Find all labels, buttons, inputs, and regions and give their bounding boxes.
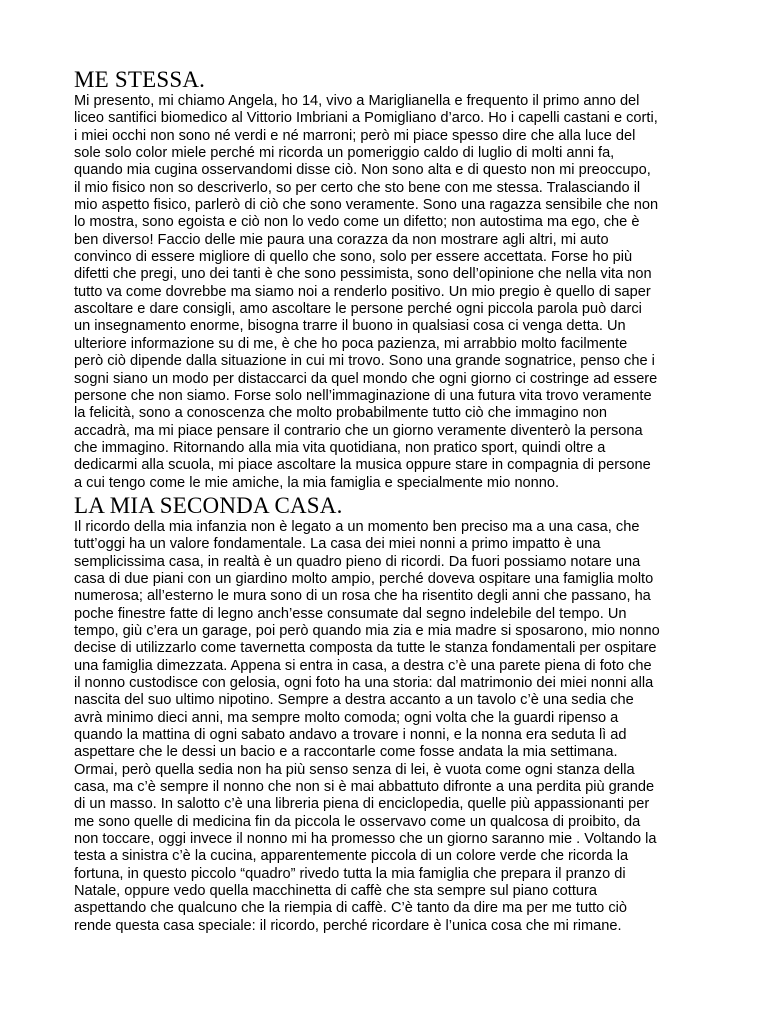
text-line: un insegnamento enorme, bisogna trarre il buono in qualsiasi cosa ci venga detta. Un bbox=[74, 318, 626, 335]
text-line: Natale, oppure vedo quella macchinetta di caffè che sta sempre sul piano cottura bbox=[74, 883, 597, 900]
text-line: ulteriore informazione su di me, è che ho poca pazienza, mi arrabbio molto facilmente bbox=[74, 335, 628, 352]
text-line: tempo, giù c’era un garage, poi però quando mia zia e mia madre si sposarono, mio nonno bbox=[74, 622, 660, 639]
text-line: quando la mattina di ogni sabato andavo a trovare i nonni, e la nonna era seduta lì ad bbox=[74, 727, 627, 744]
text-line: persone che non siamo. Forse solo nell’immaginazione di una futura vita trovo veramente bbox=[74, 387, 652, 404]
text-line: accadrà, ma mi piace pensare il contrario che un giorno veramente diventerò la persona bbox=[74, 422, 643, 439]
section-body-la-mia-seconda-casa bbox=[74, 519, 704, 935]
text-line: i miei occhi non sono né verdi e né marroni; però mi piace spesso dire che alla luce del bbox=[74, 127, 636, 144]
text-line: il nonno custodisce con gelosia, ogni foto ha una storia: dal matrimonio dei miei nonni alla bbox=[74, 675, 654, 691]
section-heading-la-mia-seconda-casa: LA MIA SECONDA CASA. bbox=[74, 492, 343, 518]
text-line: me sono quelle di medicina fin da piccola le osservavo come un qualcosa di proibito, da bbox=[74, 813, 641, 830]
text-line: sogni siano un modo per distaccarci da quel mondo che ogni giorno ci costringe ad essere bbox=[74, 370, 658, 387]
text-line: dedicarmi alla scuola, mi piace ascoltare la musica oppure stare in compagnia di persone bbox=[74, 457, 651, 474]
text-line: Il ricordo della mia infanzia non è legato a un momento ben preciso ma a una casa, che bbox=[74, 518, 640, 535]
text-line: di un masso. In salotto c’è una libreria piena di enciclopedia, quelle più appassionanti per bbox=[74, 796, 650, 813]
text-line: nascita del suo ultimo nipotino. Sempre a destra accanto a un tavolo c’è una sedia che bbox=[74, 692, 634, 709]
text-line: la felicità, sono a conoscenza che molto probabilmente tutto ciò che immagino non bbox=[74, 405, 607, 422]
text-line: liceo santifici biomedico al Vittorio Imbriani a Pomigliano d’arco. Ho i capelli castani e corti, bbox=[74, 110, 658, 127]
text-line: testa a sinistra c’è la cucina, apparentemente piccola di un colore verde che ricorda la bbox=[74, 848, 629, 865]
text-line: aspettando che qualcuno che la riempia di caffè. C’è tanto da dire ma per me tutto ciò bbox=[74, 900, 628, 917]
text-line: che immagino. Ritornando alla mia vita quotidiana, non pratico sport, quindi oltre a bbox=[74, 439, 606, 456]
section-heading-me-stessa: ME STESSA. bbox=[74, 67, 206, 92]
text-line: convinco di essere migliore di quello che sono, solo per essere accettata. Forse ho più bbox=[74, 249, 633, 266]
text-line: sole solo color miele perché mi ricorda un pomeriggio caldo di luglio di molti anni fa, bbox=[74, 145, 615, 162]
text-line: casa di due piani con un giardino molto ampio, perché doveva ospitare una famiglia molto bbox=[74, 570, 654, 587]
text-line: decise di utilizzarlo come tavernetta composta da tutte le stanza fondamentali per ospitare bbox=[74, 640, 657, 657]
text-line: a cui tengo come le mie amiche, la mia famiglia e specialmente mio nonno. bbox=[74, 474, 560, 491]
text-line: casa, ma c’è sempre il nonno che non si è mai abbattuto difronte a una perdita più grande bbox=[74, 779, 655, 796]
text-line: poche finestre fatte di legno anch’esse consumate dal segno indelebile del tempo. Un bbox=[74, 605, 627, 622]
text-line: Ormai, però quella sedia non ha più senso senza di lei, è vuota come ogni stanza della bbox=[74, 761, 635, 778]
text-line: difetti che pregi, uno dei tanti è che sono pessimista, sono dell’opinione che nella vita non bbox=[74, 266, 652, 283]
text-line: ascoltare e dare consigli, amo ascoltare le persone perché ogni piccola parola può darci bbox=[74, 301, 642, 318]
text-line: ben diverso! Faccio delle mie paura una corazza da non mostrare agli altri, mi auto bbox=[74, 231, 609, 248]
text-line: numerosa; all’esterno le mura sono di un rosa che ha risentito degli anni che passano, ha bbox=[74, 588, 651, 605]
text-line: lo mostra, sono egoista e ciò non lo vedo come un difetto; non autostima ma ego, che è bbox=[74, 214, 640, 231]
text-line: mio aspetto fisico, parlerò di ciò che sono veramente. Sono una ragazza sensibile che non bbox=[74, 197, 659, 214]
text-line: però ciò dipende dalla situazione in cui mi trovo. Sono una grande sognatrice, penso che i bbox=[74, 353, 655, 370]
text-line: fortuna, in questo piccolo “quadro” rivedo tutta la mia famiglia che prepara il pranzo di bbox=[74, 865, 626, 882]
document-page bbox=[74, 66, 704, 935]
text-line: avrà minimo dieci anni, ma sempre molto comoda; ogni volta che la guardi ripenso a bbox=[74, 709, 619, 726]
text-line: una famiglia dimezzata. Appena si entra in casa, a destra c’è una parete piena di foto che bbox=[74, 657, 652, 674]
text-line: Mi presento, mi chiamo Angela, ho 14, vivo a Mariglianella e frequento il primo anno del bbox=[74, 93, 640, 109]
text-line: quando mia cugina osservandomi disse ciò. Non sono alta e di questo non mi preoccupo, bbox=[74, 162, 651, 179]
text-line: semplicissima casa, in realtà è un quadro pieno di ricordi. Da fuori possiamo notare una bbox=[74, 553, 641, 570]
text-line: tutto va come dovrebbe ma siamo noi a renderlo positivo. Un mio pregio è quello di saper bbox=[74, 283, 651, 300]
text-line: aspettare che le dessi un bacio e a raccontarle come fosse andata la mia settimana. bbox=[74, 744, 618, 761]
text-line: il mio fisico non so descriverlo, so per certo che sto bene con me stessa. Tralasciando il bbox=[74, 179, 641, 196]
text-line: rende questa casa speciale: il ricordo, perché ricordare è l’unica cosa che mi rimane. bbox=[74, 917, 622, 934]
text-line: non toccare, oggi invece il nonno mi ha promesso che un giorno saranno mie . Voltando la bbox=[74, 831, 657, 848]
section-body-me-stessa bbox=[74, 93, 704, 492]
text-line: tutt’oggi ha un valore fondamentale. La casa dei miei nonni a primo impatto è una bbox=[74, 536, 601, 553]
